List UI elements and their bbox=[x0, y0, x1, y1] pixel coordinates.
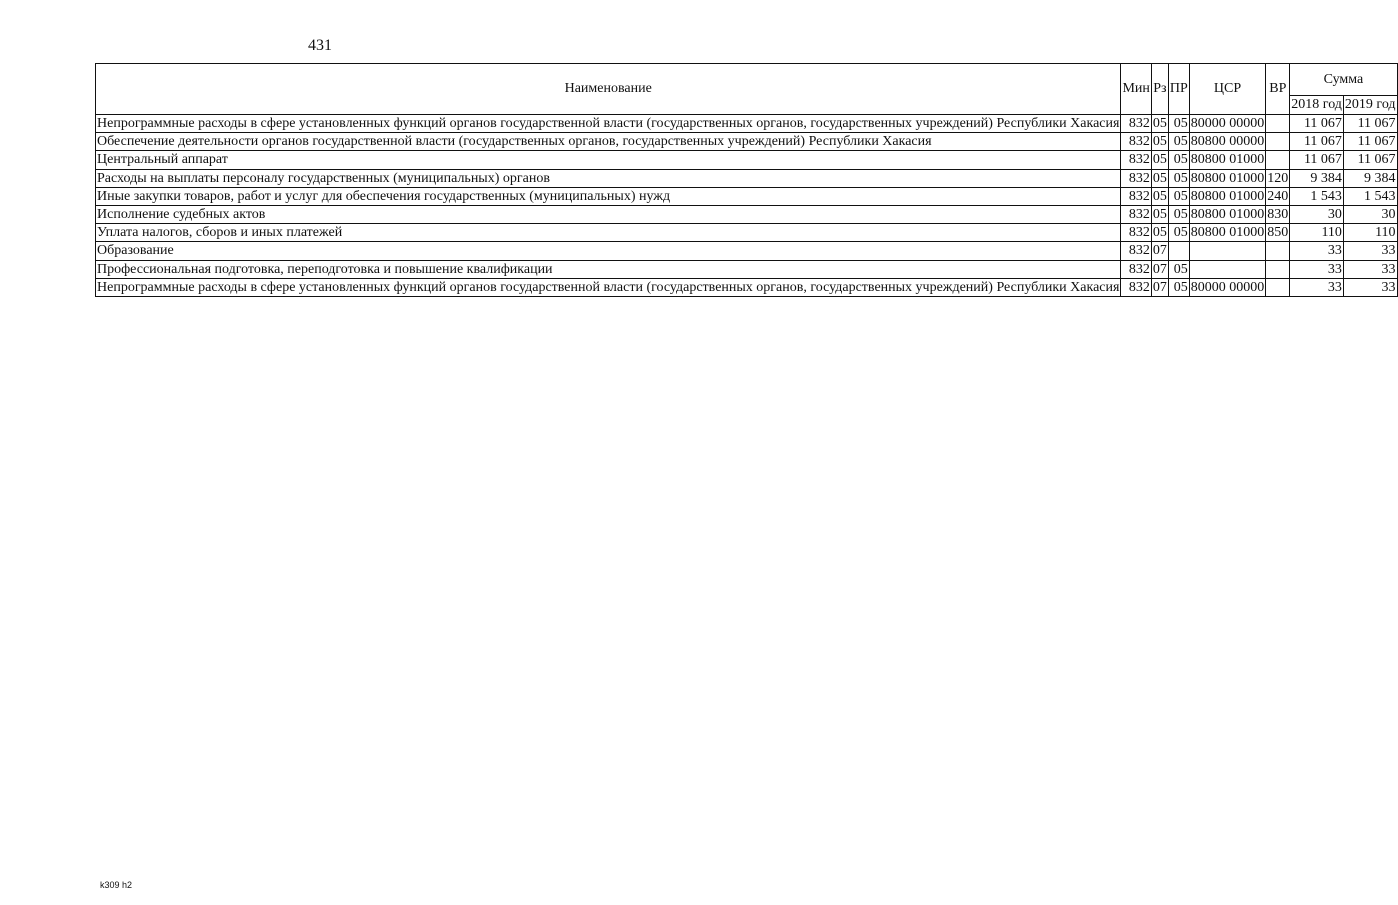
row-csr: 80800 01000 bbox=[1190, 152, 1265, 168]
row-rz: 05 bbox=[1152, 188, 1167, 204]
row-min: 832 bbox=[1121, 242, 1151, 260]
table-row bbox=[96, 133, 1398, 151]
budget-table bbox=[95, 63, 1398, 297]
footer-code: k309 h2 bbox=[100, 880, 133, 890]
row-csr: 80800 00000 bbox=[1190, 134, 1265, 150]
row-name: Обеспечение деятельности органов государственной власти (государственных органов, государственных учреждений) Республики Хакасия bbox=[96, 133, 1121, 151]
row-sum-2018: 33 bbox=[1290, 278, 1344, 296]
row-sum-2019: 1 543 bbox=[1343, 187, 1397, 205]
row-name: Центральный аппарат bbox=[96, 151, 1121, 169]
header-csr: ЦСР bbox=[1189, 64, 1266, 115]
header-sum: Сумма bbox=[1290, 64, 1397, 96]
row-csr bbox=[1189, 242, 1266, 260]
header-year-2018: 2018 год bbox=[1290, 95, 1344, 114]
row-vr: 120 bbox=[1267, 170, 1289, 186]
row-rz: 05 bbox=[1152, 116, 1167, 131]
row-rz: 05 bbox=[1152, 134, 1167, 150]
table-row bbox=[96, 151, 1398, 169]
row-name: Образование bbox=[96, 242, 1121, 260]
row-csr: 80800 01000 bbox=[1190, 207, 1265, 223]
row-csr: 80800 01000 bbox=[1190, 225, 1265, 241]
row-min: 832 bbox=[1121, 151, 1151, 169]
row-sum-2019: 11 067 bbox=[1343, 115, 1397, 133]
row-pr: 05 bbox=[1168, 278, 1189, 296]
row-sum-2018: 11 067 bbox=[1290, 151, 1344, 169]
row-vr: 850 bbox=[1267, 225, 1289, 241]
row-rz: 05 bbox=[1152, 170, 1167, 186]
row-vr bbox=[1266, 115, 1290, 133]
row-rz: 07 bbox=[1152, 261, 1167, 277]
table-row bbox=[96, 224, 1398, 242]
row-rz: 07 bbox=[1152, 279, 1167, 295]
row-sum-2019: 9 384 bbox=[1343, 169, 1397, 187]
table-row bbox=[96, 278, 1398, 296]
row-csr bbox=[1189, 260, 1266, 278]
row-vr bbox=[1266, 133, 1290, 151]
row-min: 832 bbox=[1121, 169, 1151, 187]
row-sum-2018: 1 543 bbox=[1290, 187, 1344, 205]
row-vr bbox=[1266, 242, 1290, 260]
row-sum-2019: 30 bbox=[1343, 206, 1397, 224]
header-min: Мин bbox=[1121, 64, 1151, 115]
header-rz: Рз bbox=[1151, 64, 1168, 115]
row-vr: 830 bbox=[1267, 207, 1289, 223]
row-min: 832 bbox=[1121, 187, 1151, 205]
row-rz: 07 bbox=[1152, 243, 1167, 259]
row-min: 832 bbox=[1121, 224, 1151, 242]
row-min: 832 bbox=[1121, 278, 1151, 296]
row-sum-2018: 9 384 bbox=[1290, 169, 1344, 187]
table-row bbox=[96, 260, 1398, 278]
row-min: 832 bbox=[1121, 260, 1151, 278]
row-sum-2018: 11 067 bbox=[1290, 115, 1344, 133]
row-name: Исполнение судебных актов bbox=[96, 206, 1121, 224]
row-rz: 05 bbox=[1152, 225, 1167, 241]
row-rz: 05 bbox=[1152, 207, 1167, 223]
row-vr bbox=[1266, 260, 1290, 278]
row-pr: 05 bbox=[1168, 206, 1189, 224]
row-pr: 05 bbox=[1168, 224, 1189, 242]
row-vr bbox=[1266, 151, 1290, 169]
row-sum-2018: 33 bbox=[1290, 260, 1344, 278]
row-pr bbox=[1168, 242, 1189, 260]
row-sum-2019: 11 067 bbox=[1343, 151, 1397, 169]
header-pr: ПР bbox=[1168, 64, 1189, 115]
row-min: 832 bbox=[1121, 115, 1151, 133]
row-sum-2018: 110 bbox=[1290, 224, 1344, 242]
row-sum-2019: 33 bbox=[1343, 278, 1397, 296]
row-name: Иные закупки товаров, работ и услуг для обеспечения государственных (муниципальных) нужд bbox=[96, 187, 1121, 205]
row-pr: 05 bbox=[1168, 115, 1189, 133]
row-min: 832 bbox=[1121, 206, 1151, 224]
row-name: Расходы на выплаты персоналу государственных (муниципальных) органов bbox=[96, 169, 1121, 187]
row-name: Непрограммные расходы в сфере установленных функций органов государственной власти (государственных органов, государственных учреждений) Республики Хакасия bbox=[97, 279, 1120, 295]
row-name: Профессиональная подготовка, переподготовка и повышение квалификации bbox=[96, 260, 1121, 278]
row-sum-2019: 33 bbox=[1343, 242, 1397, 260]
row-sum-2018: 33 bbox=[1290, 242, 1344, 260]
row-csr: 80000 00000 bbox=[1190, 116, 1265, 131]
page-number: 431 bbox=[308, 37, 332, 54]
table-row bbox=[96, 206, 1398, 224]
row-vr: 240 bbox=[1267, 188, 1289, 204]
row-sum-2019: 33 bbox=[1343, 260, 1397, 278]
row-sum-2019: 11 067 bbox=[1343, 133, 1397, 151]
row-pr: 05 bbox=[1168, 260, 1189, 278]
row-pr: 05 bbox=[1168, 187, 1189, 205]
row-vr bbox=[1266, 278, 1290, 296]
row-sum-2018: 30 bbox=[1290, 206, 1344, 224]
row-rz: 05 bbox=[1152, 152, 1167, 168]
row-pr: 05 bbox=[1168, 151, 1189, 169]
table-row bbox=[96, 187, 1398, 205]
row-pr: 05 bbox=[1168, 133, 1189, 151]
row-csr: 80000 00000 bbox=[1190, 279, 1265, 295]
row-name: Уплата налогов, сборов и иных платежей bbox=[96, 224, 1121, 242]
row-min: 832 bbox=[1121, 133, 1151, 151]
header-year-2019: 2019 год bbox=[1343, 95, 1397, 114]
table-row bbox=[96, 242, 1398, 260]
row-name: Непрограммные расходы в сфере установленных функций органов государственной власти (государственных органов, государственных учреждений) Республики Хакасия bbox=[97, 116, 1120, 131]
row-csr: 80800 01000 bbox=[1190, 188, 1265, 204]
row-sum-2018: 11 067 bbox=[1290, 133, 1344, 151]
row-sum-2019: 110 bbox=[1343, 224, 1397, 242]
header-vr: ВР bbox=[1266, 64, 1290, 115]
table-row bbox=[96, 169, 1398, 187]
row-csr: 80800 01000 bbox=[1190, 170, 1265, 186]
row-pr: 05 bbox=[1168, 169, 1189, 187]
header-name: Наименование bbox=[96, 64, 1121, 115]
table-row bbox=[96, 115, 1398, 133]
